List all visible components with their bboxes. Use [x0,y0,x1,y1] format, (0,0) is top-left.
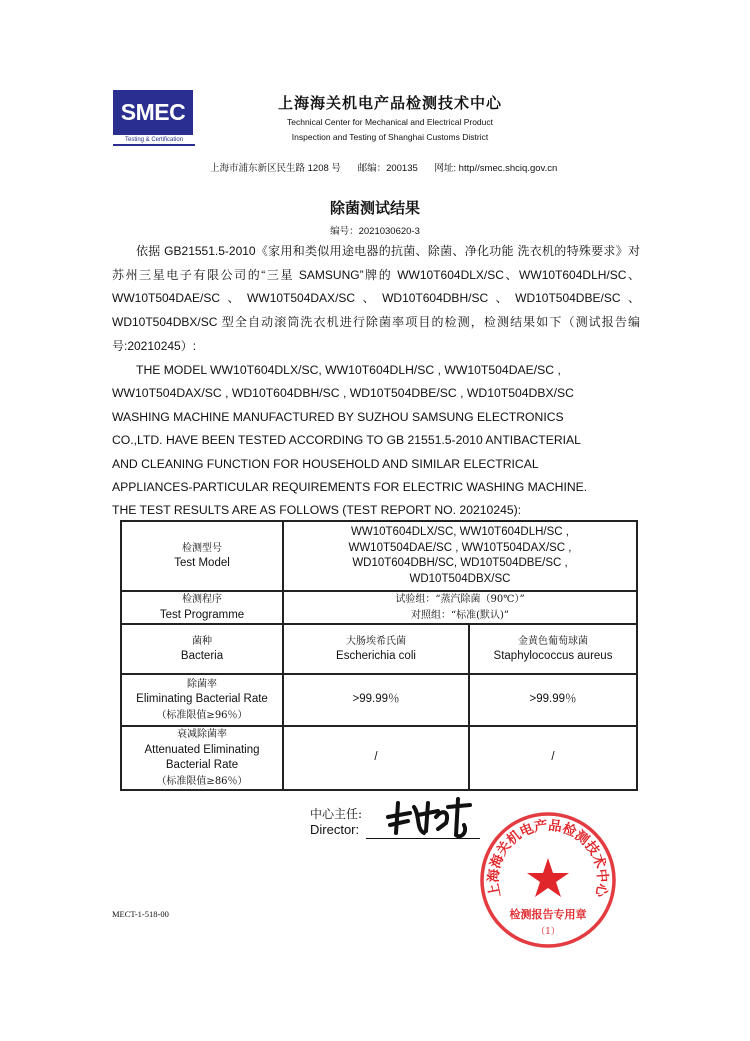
director-label-cn: 中心主任: [310,807,363,821]
para-en-line: WASHING MACHINE MANUFACTURED BY SUZHOU SAMSUNG ELECTRONICS [112,409,564,424]
document-number: 编号：2021030620-3 [330,226,420,237]
programme-label [121,591,283,624]
table-row-bacteria [121,624,637,674]
model-list [283,521,637,591]
para-en-line: THE TEST RESULTS ARE AS FOLLOWS (TEST REPORT NO. 20210245): [112,503,522,518]
label-en: Bacteria [180,650,224,662]
programme-test: 试验组：“蒸汽除菌（90℃）” [395,594,525,605]
paragraph-en [112,359,632,523]
org-name-cn: 上海海关机电产品检测技术中心 [277,95,502,112]
form-code: MECT-1-518-00 [112,909,169,919]
rate-2: >99.99％ [469,674,637,726]
label-cn: 衰减除菌率 [177,729,227,740]
label-en: Test Programme [159,608,245,621]
label-cn: 大肠埃希氏菌 [346,635,406,647]
logo-text: SMEC [113,90,193,135]
svg-text:上海海关机电产品检测技术中心: 上海海关机电产品检测技术中心 [485,817,611,899]
bacteria-1 [283,624,469,674]
table-row-attenuated [121,726,637,790]
para-en-line: WW10T504DAX/SC , WD10T604DBH/SC , WD10T504DBE/SC , WD10T504DBX/SC [112,386,574,401]
att-1: / [283,726,469,790]
att-2: / [469,726,637,790]
signature-image [380,795,480,840]
table-row-programme [121,591,637,624]
address-line [210,160,610,174]
rate-1: >99.99％ [283,674,469,726]
bacteria-label [121,624,283,674]
programme-control: 对照组：“标准(默认)” [410,609,510,621]
para-en-line: AND CLEANING FUNCTION FOR HOUSEHOLD AND SIMILAR ELECTRICAL [112,456,539,471]
label-cn: 检测程序 [182,594,222,605]
limit: （标准限值≥86％） [156,775,248,787]
rate-label [121,674,283,726]
org-name-en-line2: Inspection and Testing of Shanghai Customs District [291,132,489,142]
label-cn: 除菌率 [187,678,217,690]
label-cn: 金黄色葡萄球菌 [518,635,588,647]
programme-value [283,591,637,624]
model-line: WD10T504DBX/SC [409,572,511,585]
model-line: WW10T504DAE/SC , WW10T504DAX/SC , [348,541,572,554]
smec-logo [113,90,195,148]
model-label [121,521,283,591]
table-row-model [121,521,637,591]
label-en: Eliminating Bacterial Rate [136,693,268,706]
logo-subtitle: Testing & Certification [113,137,195,146]
svg-text:（1）: （1） [536,927,560,937]
label-en: Escherichia coli [336,650,416,662]
limit: （标准限值≥96％） [156,709,248,721]
model-line: WW10T604DLX/SC, WW10T604DLH/SC , [351,526,569,538]
svg-text:检测报告专用章: 检测报告专用章 [509,908,587,921]
label-en: Staphylococcus aureus [493,650,613,662]
para-en-line: APPLIANCES-PARTICULAR REQUIREMENTS FOR ELECTRIC WASHING MACHINE. [112,480,588,495]
bacteria-2 [469,624,637,674]
org-name-en-line1: Technical Center for Mechanical and Electrical Product [287,117,493,127]
label-en: Attenuated Eliminating [144,743,260,756]
label-cn: 检测型号 [182,542,222,554]
official-seal [478,810,618,950]
results-table [120,520,638,791]
website: 网址: http//smec.shciq.gov.cn [434,163,558,174]
paragraph-cn: 依据 GB21551.5-2010《家用和类似用途电器的抗菌、除菌、净化功能 洗衣机的特殊要求》对苏州三星电子有限公司的“三星 SAMSUNG”牌的 WW10T604DLX/SC、WW10T604DLH/SC、WW10T504DAE/SC、WW10T504DAX/SC、WD10T604DBH/SC、WD10T504DBE/SC、WD10T504DBX/SC 型全自动滚筒洗衣机进行除菌率项目的检测，检测结果如下（测试报告编号:20210245）: [112,244,640,353]
label-cn: 菌种 [192,635,212,647]
table-row-rate [121,674,637,726]
model-line: WD10T604DBH/SC, WD10T504DBE/SC , [352,557,568,569]
para-en-line: CO.,LTD. HAVE BEEN TESTED ACCORDING TO GB 21551.5-2010 ANTIBACTERIAL [112,433,581,448]
star-icon [527,858,569,897]
address: 上海市浦东新区民生路 1208 号 [210,163,341,174]
document-title: 除菌测试结果 [329,199,420,217]
label-en: Test Model [174,557,230,569]
att-label [121,726,283,790]
org-name-en [240,115,540,145]
label-en: Bacterial Rate [165,759,239,771]
para-en-line: THE MODEL WW10T604DLX/SC, WW10T604DLH/SC , WW10T504DAE/SC , [136,363,561,377]
director-label-en: Director: [310,822,360,837]
postcode: 邮编：200135 [357,163,418,174]
